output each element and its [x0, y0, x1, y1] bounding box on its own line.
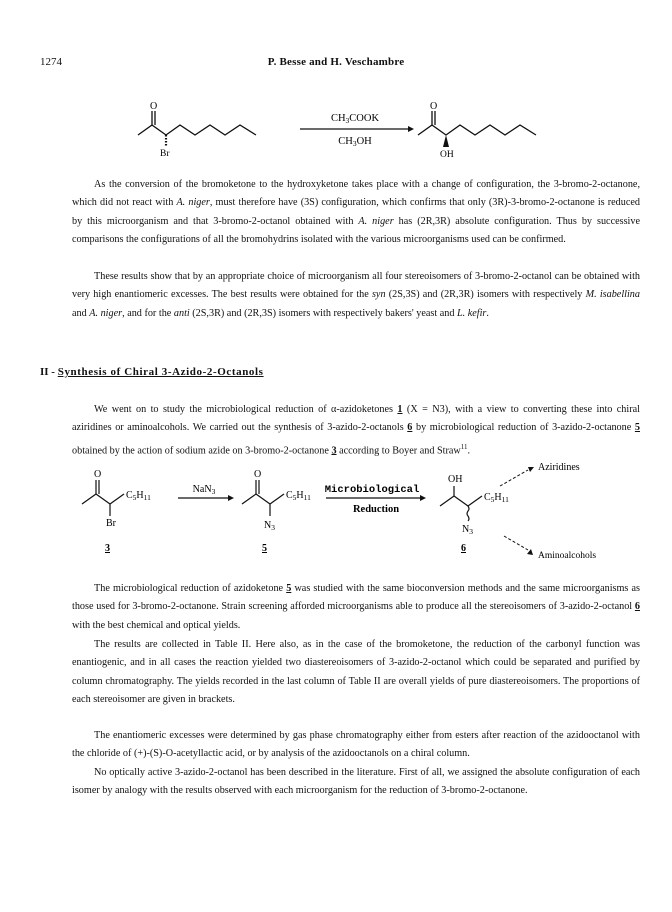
- compound-5-structure: [242, 480, 284, 516]
- paragraph-7: [72, 764, 640, 801]
- compound-3-structure: [82, 480, 124, 516]
- text-run: We went on to study the microbiological reduction of α-azidoketones: [94, 404, 398, 415]
- text-run: , and for the: [122, 307, 174, 319]
- aminoalcohols-label: Aminoalcohols: [538, 551, 597, 561]
- reagent-top: CH3COOK: [330, 113, 380, 125]
- carbonyl-oxygen-label-2: O: [430, 101, 438, 112]
- compound-number: 3: [331, 444, 337, 456]
- text-run: and: [72, 307, 90, 319]
- text-run: , must therefore have (3S) configuration, which confirms that only (3R)-3-bromo-2-octanone is reduced by this microorganism and that 3-bromo-2-octanol obtained with: [72, 197, 640, 227]
- text-run: The enantiomeric excesses were determined by gas phase chromatography either from esters after reaction of the azidooctanol with the chloride of (+)-(S)-O-acetyllactic acid, or by analysis of the azidooctanols on a chiral column.: [72, 730, 640, 760]
- reference-superscript: 11: [460, 442, 468, 451]
- section-heading: [40, 366, 264, 378]
- compound-5-azide: $N_3$: [264, 520, 275, 532]
- arrow-to-aminoalcohols: [504, 536, 533, 555]
- compound-number: 5: [286, 583, 292, 594]
- paragraph-3: [72, 401, 640, 460]
- species-name: A. niger: [176, 197, 210, 209]
- species-name: anti: [173, 307, 190, 319]
- compound-number: 6: [634, 601, 640, 613]
- scheme-azido-synthesis: [0, 460, 672, 568]
- compound-5-oxygen: O: [254, 469, 262, 480]
- compound-number: 1: [397, 404, 403, 415]
- text-run: (2S,3S) and (2R,3R) isomers with respectively: [385, 289, 586, 301]
- bromo-label: Br: [160, 149, 170, 159]
- paragraph-2: [72, 268, 640, 323]
- text-run: (X = N3), with a view to converting these into chiral aziridines or aminoalcohols. We carried out the synthesis of 3-azido-2-octanols: [72, 404, 640, 434]
- species-name: A. niger: [89, 307, 123, 319]
- reaction-arrow: [300, 126, 414, 132]
- page-number: 1274: [40, 56, 62, 68]
- text-run: (2S,3R) and (2R,3S) isomers with respectively bakers' yeast and: [189, 307, 457, 319]
- bromoketone-structure: [138, 111, 256, 147]
- running-title: P. Besse and H. Veschambre: [267, 56, 405, 68]
- paragraph-1: [72, 176, 640, 249]
- compound-3-chain: $C_5H_{11}$: [126, 490, 151, 502]
- text-run: As the conversion of the bromoketone to the hydroxyketone takes place with a change of configuration, the 3-bromo-2-octanone, which did not react with: [72, 179, 640, 209]
- section-number: II -: [40, 366, 55, 378]
- compound-6-hydroxyl: OH: [448, 474, 463, 485]
- text-run: .: [467, 444, 471, 456]
- hydroxyketone-structure: [418, 111, 536, 147]
- reagent-sodium-azide: NaN$_3$: [192, 484, 216, 496]
- compound-3-oxygen: O: [94, 469, 102, 480]
- reagent-bottom: CH3OH: [338, 136, 372, 148]
- compound-6-number: 6: [461, 543, 466, 554]
- text-run: The results are collected in Table II. Here also, as in the case of the bromoketone, the reduction of the carbonyl function was enantiogenic, and in all cases the reaction yielded two diastereoisomers of 3-azido-2-octanol which could be separated and purified by column chromatography. The yields recorded in the last column of Table II are overall yields of pure diastereoisomers. The proportions of each stereoisomer are given in brackets.: [72, 639, 640, 705]
- paragraph-5: [72, 636, 640, 709]
- species-name: syn: [371, 289, 386, 301]
- reagent-reduction: Reduction: [352, 504, 400, 515]
- text-run: has (2R,3R) absolute configuration. Thus by successive comparisons the configurations of all the bromohydrins isolated with the various microorganisms used can be confirmed.: [72, 215, 641, 245]
- paragraph-4: [72, 580, 640, 635]
- text-run: No optically active 3-azido-2-octanol has been described in the literature. First of all, we assigned the absolute configuration of each isomer by analogy with the results observed with each microorganism for the reduction of 3-bromo-2-octanone.: [72, 767, 640, 797]
- arrow-to-aziridines: [500, 467, 534, 486]
- aziridines-label: Aziridines: [538, 462, 580, 473]
- species-name: M. isabellina: [585, 289, 640, 301]
- section-title: Synthesis of Chiral 3-Azido-2-Octanols: [57, 366, 264, 378]
- text-run: These results show that by an appropriate choice of microorganism all four stereoisomers of 3-bromo-2-octanol can be obtained with very high enantiomeric excesses. The best results were obtained for the: [72, 271, 640, 301]
- text-run: .: [486, 307, 489, 319]
- reagent-microbiological: Microbiological: [324, 484, 420, 496]
- compound-5-number: 5: [262, 543, 267, 554]
- species-name: A. niger: [358, 215, 394, 227]
- scheme-bromo-to-hydroxy: [0, 95, 672, 175]
- compound-number: 5: [634, 422, 640, 434]
- compound-6-azide: $N_3$: [462, 524, 473, 536]
- text-run: according to Boyer and Straw: [336, 444, 461, 456]
- text-run: was studied with the same bioconversion methods and the same microorganisms as those used for 3-bromo-2-octanone. Strain screening afforded microorganisms able to produce all the stereoisomers of 3-azido-2-octanol: [72, 583, 640, 613]
- text-run: obtained by the action of sodium azide on 3-bromo-2-octanone: [72, 444, 332, 456]
- compound-3-number: 3: [105, 543, 110, 554]
- hydroxy-label: OH: [440, 150, 454, 160]
- compound-6-chain: $C_5H_{11}$: [484, 492, 509, 504]
- text-run: by microbiological reduction of 3-azido-2-octanone: [412, 422, 635, 434]
- compound-6-structure: [440, 486, 482, 521]
- compound-3-bromo: Br: [106, 518, 116, 529]
- text-run: The microbiological reduction of azidoketone: [94, 583, 287, 594]
- paragraph-6: [72, 727, 640, 764]
- text-run: with the best chemical and optical yields.: [72, 619, 241, 631]
- compound-number: 6: [407, 422, 413, 434]
- carbonyl-oxygen-label: O: [150, 101, 158, 112]
- species-name: L. kefir: [456, 307, 487, 319]
- compound-5-chain: $C_5H_{11}$: [286, 490, 311, 502]
